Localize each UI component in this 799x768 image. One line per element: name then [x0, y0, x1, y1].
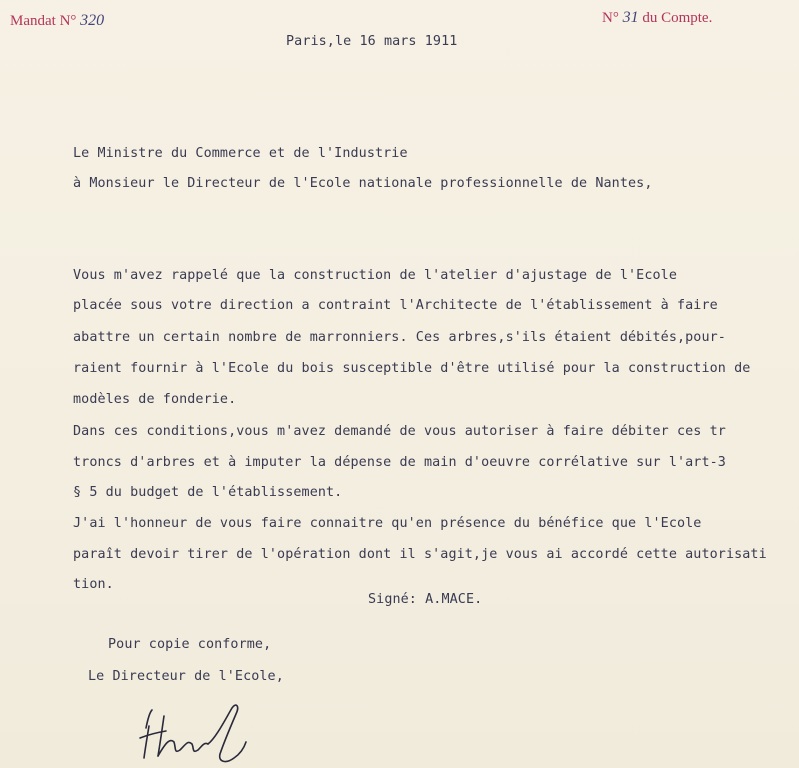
director-line: Le Directeur de l'Ecole, [88, 669, 284, 684]
signed-by: Signé: A.MACE. [368, 592, 483, 607]
paragraph2-line: § 5 du budget de l'établissement. [73, 485, 343, 500]
copy-conform-line: Pour copie conforme, [108, 637, 272, 652]
compte-number: 31 [622, 9, 639, 26]
letter-recipient: à Monsieur le Directeur de l'Ecole nationale professionnelle de Nantes, [73, 176, 653, 191]
paragraph3-line: J'ai l'honneur de vous faire connaitre qu'en présence du bénéfice que l'Ecole [73, 516, 702, 531]
paragraph1-line: abattre un certain nombre de marronniers. Ces arbres,s'ils étaient débités,pour- [73, 330, 726, 345]
compte-label: du Compte. [642, 10, 713, 26]
paragraph2-line: Dans ces conditions,vous m'avez demandé de vous autoriser à faire débiter ces tr [73, 424, 726, 439]
compte-stamp [602, 9, 712, 27]
letter-date: Paris,le 16 mars 1911 [286, 34, 458, 49]
paragraph1-line: raient fournir à l'Ecole du bois susceptible d'être utilisé pour la construction de [73, 361, 751, 376]
handwritten-signature [136, 698, 256, 766]
mandat-number: 320 [80, 12, 105, 29]
letter-sender: Le Ministre du Commerce et de l'Industrie [73, 146, 408, 161]
paragraph3-line: tion. [73, 577, 114, 592]
paragraph2-line: troncs d'arbres et à imputer la dépense de main d'oeuvre corrélative sur l'art-3 [73, 455, 726, 470]
paragraph1-line: modèles de fonderie. [73, 392, 237, 407]
compte-label-no: N° [602, 10, 619, 26]
paragraph3-line: paraît devoir tirer de l'opération dont il s'agit,je vous ai accordé cette autorisati [73, 547, 767, 562]
mandat-stamp [10, 12, 104, 30]
mandat-label: Mandat N° [10, 13, 77, 29]
paragraph1-line: placée sous votre direction a contraint l'Architecte de l'établissement à faire [73, 298, 718, 313]
paragraph1-line: Vous m'avez rappelé que la construction de l'atelier d'ajustage de l'Ecole [73, 268, 677, 283]
